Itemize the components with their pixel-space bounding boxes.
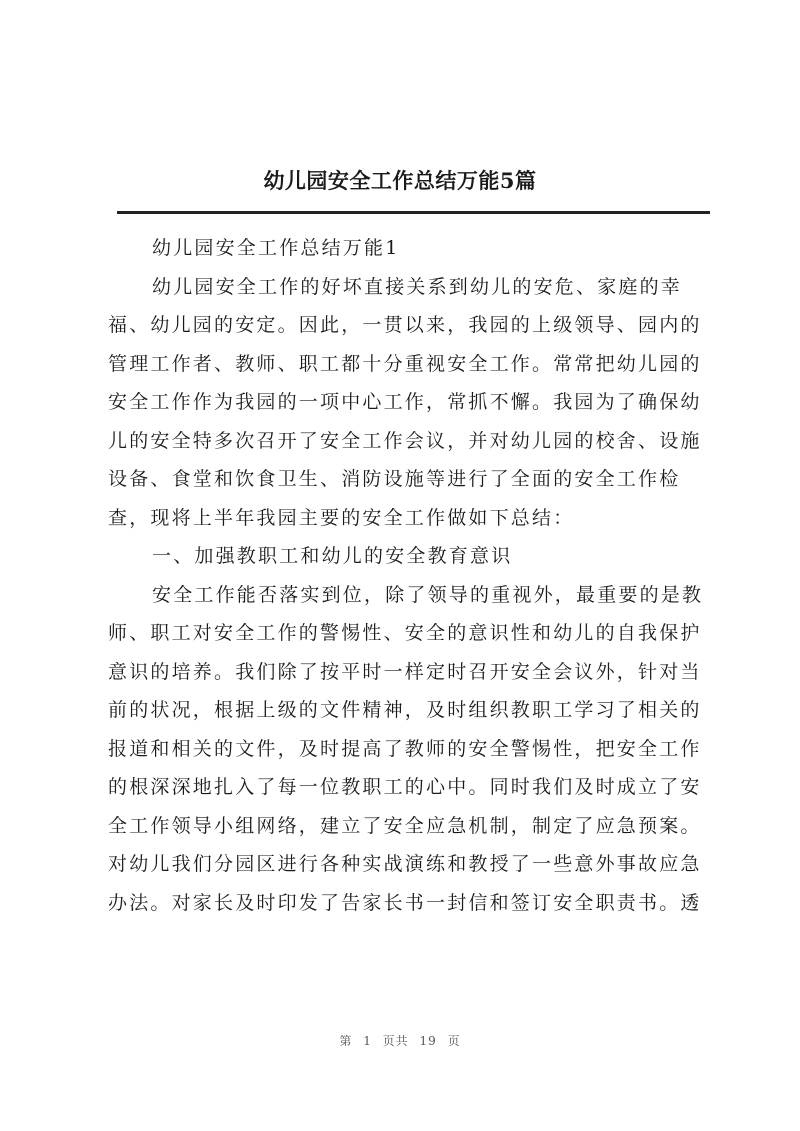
text-line: 对幼儿我们分园区进行各种实战演练和教授了一些意外事故应急 bbox=[108, 853, 702, 875]
document-body bbox=[108, 229, 704, 922]
text-line: 设备、食堂和饮食卫生、消防设施等进行了全面的安全工作检 bbox=[108, 468, 681, 490]
text-line: 意识的培养。我们除了按平时一样定时召开安全会议外，针对当 bbox=[108, 660, 702, 683]
text-line: 办法。对家长及时印发了告家长书一封信和签订安全职责书。透 bbox=[108, 891, 702, 914]
text-line: 幼儿园安全工作总结万能1 bbox=[152, 237, 400, 259]
title-divider bbox=[117, 211, 710, 214]
text-line: 全工作领导小组网络，建立了安全应急机制，制定了应急预案。 bbox=[108, 814, 702, 837]
text-line: 的根深深地扎入了每一位教职工的心中。同时我们及时成立了安 bbox=[108, 776, 702, 798]
text-line: 儿的安全特多次召开了安全工作会议，并对幼儿园的校舍、设施 bbox=[108, 429, 702, 452]
text-line: 安全工作作为我园的一项中心工作，常抓不懈。我园为了确保幼 bbox=[108, 391, 702, 413]
text-line: 前的状况，根据上级的文件精神，及时组织教职工学习了相关的 bbox=[108, 699, 702, 721]
text-line: 管理工作者、教师、职工都十分重视安全工作。常常把幼儿园的 bbox=[108, 352, 702, 375]
text-line: 福、幼儿园的安定。因此，一贯以来，我园的上级领导、园内的 bbox=[108, 314, 702, 336]
text-line: 报道和相关的文件，及时提高了教师的安全警惕性，把安全工作 bbox=[108, 737, 702, 760]
text-line: 查，现将上半年我园主要的安全工作做如下总结： bbox=[108, 506, 575, 529]
text-line: 师、职工对安全工作的警惕性、安全的意识性和幼儿的自我保护 bbox=[108, 622, 702, 644]
page-number-footer: 第 1 页共 19 页 bbox=[339, 1034, 461, 1048]
text-line: 安全工作能否落实到位，除了领导的重视外，最重要的是教 bbox=[152, 583, 704, 606]
page-title: 幼儿园安全工作总结万能5篇 bbox=[263, 168, 537, 193]
text-line: 幼儿园安全工作的好坏直接关系到幼儿的安危、家庭的幸 bbox=[152, 275, 683, 298]
text-line: 一、加强教职工和幼儿的安全教育意识 bbox=[152, 545, 513, 567]
